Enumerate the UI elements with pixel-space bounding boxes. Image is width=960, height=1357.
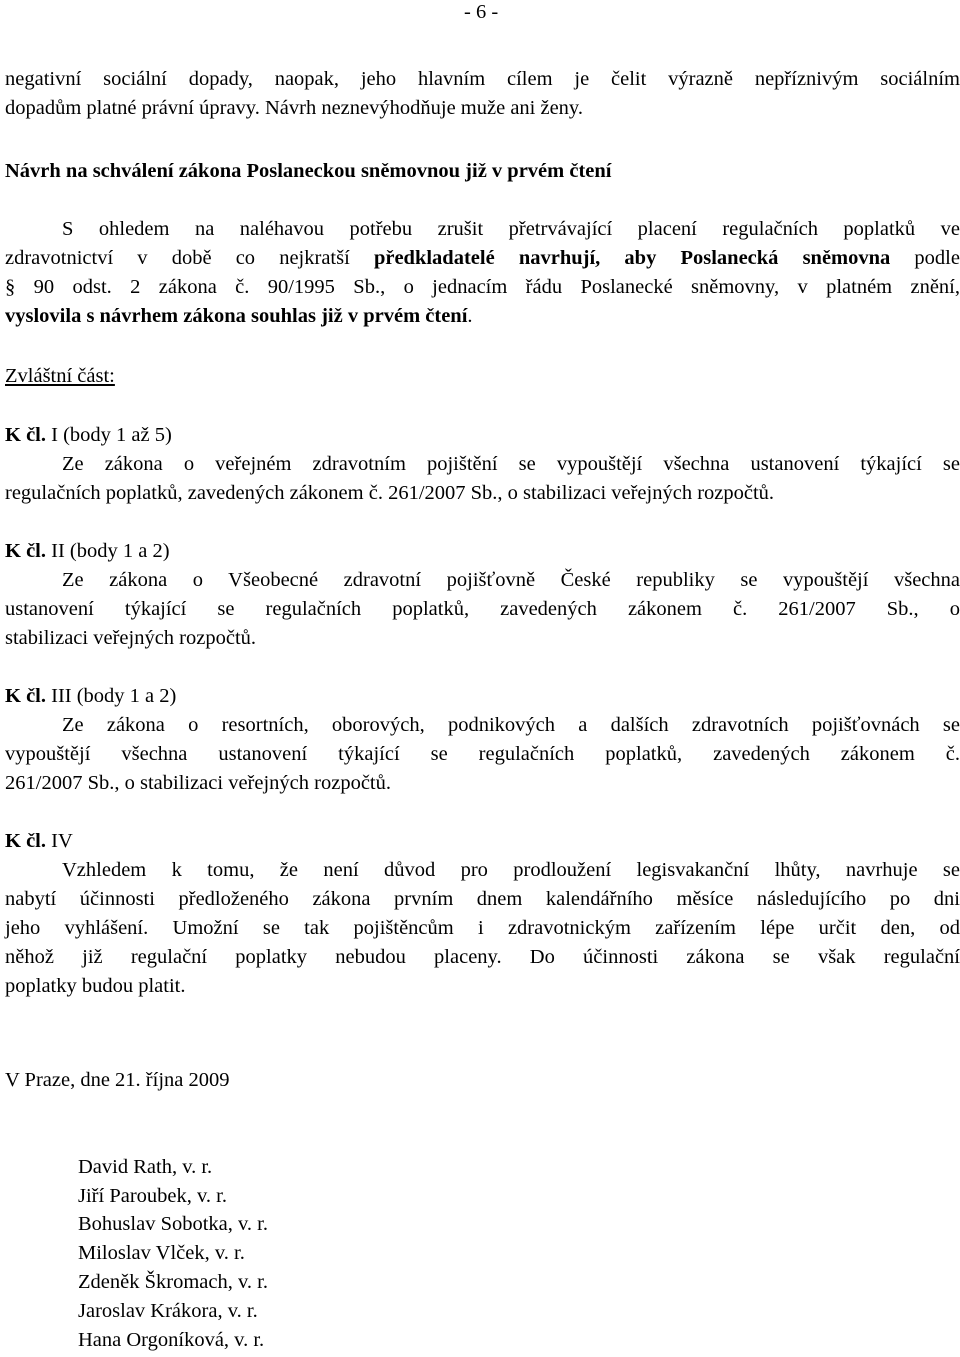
intro-line-2: dopadům platné právní úpravy. Návrh neznevýhodňuje muže ani ženy. bbox=[5, 97, 583, 119]
art4-line-2: nabytí účinnosti předloženého zákona prvním dnem kalendářního měsíce následujícího po dni bbox=[5, 888, 960, 910]
art4-line-4: něhož již regulační poplatky nebudou placeny. Do účinnosti zákona se však regulační bbox=[5, 946, 960, 968]
signatory: Hana Orgoníková, v. r. bbox=[78, 1329, 265, 1351]
first-reading-line-3: § 90 odst. 2 zákona č. 90/1995 Sb., o jednacím řádu Poslanecké sněmovny, v platném znění, bbox=[5, 276, 960, 298]
art4-title: K čl. IV bbox=[5, 830, 73, 852]
intro-line-1: negativní sociální dopady, naopak, jeho hlavním cílem je čelit výrazně nepříznivým sociálním bbox=[5, 68, 960, 90]
signatory: Jaroslav Krákora, v. r. bbox=[78, 1300, 258, 1322]
first-reading-line-1: S ohledem na naléhavou potřebu zrušit přetrvávající placení regulačních poplatků ve bbox=[62, 218, 960, 240]
art1-line-2: regulačních poplatků, zavedených zákonem č. 261/2007 Sb., o stabilizaci veřejných rozpočtů. bbox=[5, 482, 775, 504]
page-number: - 6 - bbox=[464, 1, 499, 23]
art2-line-2: ustanovení týkající se regulačních poplatků, zavedených zákonem č. 261/2007 Sb., o bbox=[5, 598, 960, 620]
art2-line-3: stabilizaci veřejných rozpočtů. bbox=[5, 627, 257, 649]
art3-line-3: 261/2007 Sb., o stabilizaci veřejných rozpočtů. bbox=[5, 772, 391, 794]
signatory: Bohuslav Sobotka, v. r. bbox=[78, 1213, 269, 1235]
first-reading-line-4: vyslovila s návrhem zákona souhlas již v prvém čtení. bbox=[5, 305, 473, 327]
art3-line-2: vypouštějí všechna ustanovení týkající se regulačních poplatků, zavedených zákonem č. bbox=[5, 743, 960, 765]
art4-line-3: jeho vyhlášení. Umožní se tak pojištěncům i zdravotnickým zařízením lépe určit den, od bbox=[5, 917, 960, 939]
art2-line-1: Ze zákona o Všeobecné zdravotní pojišťovně České republiky se vypouštějí všechna bbox=[62, 569, 960, 591]
art4-line-5: poplatky budou platit. bbox=[5, 975, 186, 997]
art4-line-1: Vzhledem k tomu, že není důvod pro prodloužení legisvakanční lhůty, navrhuje se bbox=[62, 859, 960, 881]
first-reading-heading: Návrh na schválení zákona Poslaneckou sněmovnou již v prvém čtení bbox=[5, 160, 612, 182]
art1-title: K čl. I (body 1 až 5) bbox=[5, 424, 172, 446]
place-date: V Praze, dne 21. října 2009 bbox=[5, 1069, 230, 1091]
signatory: David Rath, v. r. bbox=[78, 1156, 213, 1178]
art2-title: K čl. II (body 1 a 2) bbox=[5, 540, 170, 562]
signatory: Jiří Paroubek, v. r. bbox=[78, 1185, 227, 1207]
signatory: Zdeněk Škromach, v. r. bbox=[78, 1271, 268, 1293]
art1-line-1: Ze zákona o veřejném zdravotním pojištění se vypouštějí všechna ustanovení týkající se bbox=[62, 453, 960, 475]
signatory: Miloslav Vlček, v. r. bbox=[78, 1242, 245, 1264]
first-reading-line-2: zdravotnictví v době co nejkratší předkladatelé navrhují, aby Poslanecká sněmovna podle bbox=[5, 247, 960, 269]
art3-title: K čl. III (body 1 a 2) bbox=[5, 685, 177, 707]
special-part-heading: Zvláštní část: bbox=[5, 365, 115, 387]
art3-line-1: Ze zákona o resortních, oborových, podnikových a dalších zdravotních pojišťovnách se bbox=[62, 714, 960, 736]
